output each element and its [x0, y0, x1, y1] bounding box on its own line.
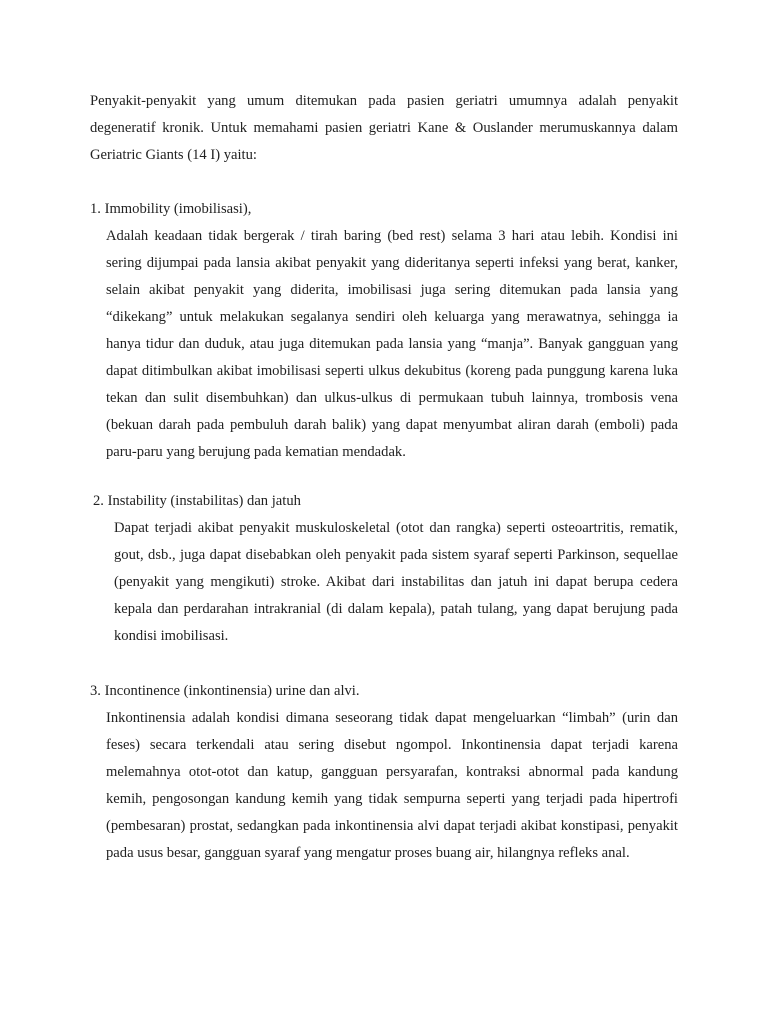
section-heading-incontinence: 3. Incontinence (inkontinensia) urine dan alvi.: [90, 683, 360, 699]
section-heading-instability: 2. Instability (instabilitas) dan jatuh: [93, 493, 301, 509]
intro-paragraph: Penyakit-penyakit yang umum ditemukan pada pasien geriatri umumnya adalah penyakit degeneratif kronik. Untuk memahami pasien geriatri Kane & Ouslander merumuskannya dalam Geriatric Giants (14 I) yaitu:: [90, 93, 678, 163]
section-body-instability: Dapat terjadi akibat penyakit muskuloskeletal (otot dan rangka) seperti osteoartritis, rematik, gout, dsb., juga dapat disebabkan oleh penyakit pada sistem syaraf seperti Parkinson, sequellae (penyakit yang mengikuti) stroke. Akibat dari instabilitas dan jatuh ini dapat berupa cedera kepala dan perdarahan intrakranial (di dalam kepala), patah tulang, yang dapat berujung pada kondisi imobilisasi.: [114, 520, 678, 644]
section-heading-immobility: 1. Immobility (imobilisasi),: [90, 201, 252, 217]
section-body-immobility: Adalah keadaan tidak bergerak / tirah baring (bed rest) selama 3 hari atau lebih. Kondisi ini sering dijumpai pada lansia akibat penyakit yang dideritanya seperti infeksi yang berat, kanker, selain akibat penyakit yang diderita, imobilisasi juga sering ditemukan pada lansia yang “dikekang” untuk melakukan segalanya sendiri oleh keluarga yang merawatnya, sehingga ia hanya tidur dan duduk, atau juga ditemukan pada lansia yang “manja”. Banyak gangguan yang dapat ditimbulkan akibat imobilisasi seperti ulkus dekubitus (koreng pada punggung karena luka tekan dan sulit disembuhkan) dan ulkus-ulkus di permukaan tubuh lainnya, trombosis vena (bekuan darah pada pembuluh darah balik) yang dapat menyumbat aliran darah (emboli) pada paru-paru yang berujung pada kematian mendadak.: [106, 228, 678, 460]
section-body-incontinence: Inkontinensia adalah kondisi dimana seseorang tidak dapat mengeluarkan “limbah” (urin dan feses) secara terkendali atau sering disebut ngompol. Inkontinensia dapat terjadi karena melemahnya otot-otot dan katup, gangguan persyarafan, kontraksi abnormal pada kandung kemih, pengosongan kandung kemih yang tidak sempurna seperti yang terjadi pada hipertrofi (pembesaran) prostat, sedangkan pada inkontinensia alvi dapat terjadi akibat konstipasi, penyakit pada usus besar, gangguan syaraf yang mengatur proses buang air, hilangnya refleks anal.: [106, 710, 678, 861]
